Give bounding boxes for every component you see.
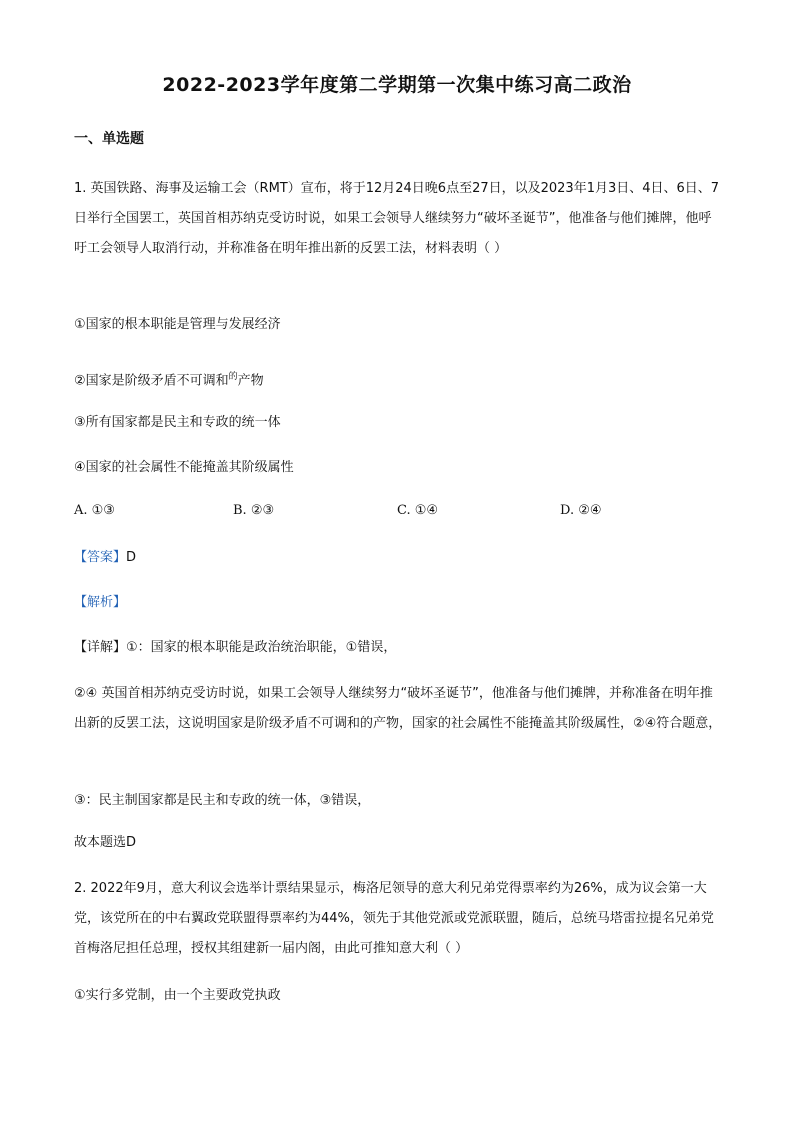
answer-line <box>74 543 722 573</box>
question-2-stem: 2. 2022年9月，意大利议会选举计票结果显示，梅洛尼领导的意大利兄弟党得票率约为26%，成为议会第一大党，该党所在的中右翼政党联盟得票率约为44%，领先于其他党派或党派联盟，随后，总统马塔雷拉提名兄弟党首梅洛尼担任总理，授权其组建新一届内阁，由此可推知意大利（ ） <box>74 881 714 956</box>
detail-tag: 【详解】 <box>74 640 127 655</box>
analysis-tag: 【解析】 <box>74 595 127 610</box>
answer-value: D <box>126 550 137 565</box>
detail-line-1 <box>74 633 722 663</box>
choice-a: A. ①③ <box>74 503 115 518</box>
question-1-option-3: ③所有国家都是民主和专政的统一体 <box>74 415 281 430</box>
option-2-text-a: ②国家是阶级矛盾不可调和 <box>74 373 229 389</box>
choice-d: D. ②④ <box>560 503 602 518</box>
question-1-option-4: ④国家的社会属性不能掩盖其阶级属性 <box>74 460 294 475</box>
question-1-option-1: ①国家的根本职能是管理与发展经济 <box>74 317 281 332</box>
question-1-stem: 1. 英国铁路、海事及运输工会（RMT）宣布，将于12月24日晚6点至27日，以及2023年1月3日、4日、6日、7日举行全国罢工，英国首相苏纳克受访时说，如果工会领导人继续努力“破坏圣诞节”，他准备与他们摊牌，他呼吁工会领导人取消行动，并称准备在明年推出新的反罢工法，材料表明（ ） <box>74 181 720 256</box>
page-title: 2022-2023学年度第二学期第一次集中练习高二政治 <box>162 74 632 96</box>
choice-c: C. ①④ <box>397 503 439 518</box>
analysis-line <box>74 588 722 618</box>
choice-b: B. ②③ <box>233 503 275 518</box>
detail-line-3: ③：民主制国家都是民主和专政的统一体，③错误， <box>74 793 371 808</box>
question-1-option-2 <box>74 362 722 396</box>
answer-tag: 【答案】 <box>74 550 127 565</box>
detail-line-2: ②④ 英国首相苏纳克受访时说，如果工会领导人继续努力“破坏圣诞节”，他准备与他们摊牌，并称准备在明年推出新的反罢工法，这说明国家是阶级矛盾不可调和的产物，国家的社会属性不能掩盖其阶级属性，②④符合题意， <box>74 686 722 731</box>
section-heading: 一、单选题 <box>74 131 144 147</box>
option-2-superscript: 的 <box>228 372 238 382</box>
question-2-option-1: ①实行多党制，由一个主要政党执政 <box>74 988 281 1003</box>
detail-text-1: ①：国家的根本职能是政治统治职能，①错误， <box>126 640 397 655</box>
conclusion-line: 故本题选D <box>74 835 137 850</box>
option-2-text-b: 产物 <box>237 373 264 389</box>
